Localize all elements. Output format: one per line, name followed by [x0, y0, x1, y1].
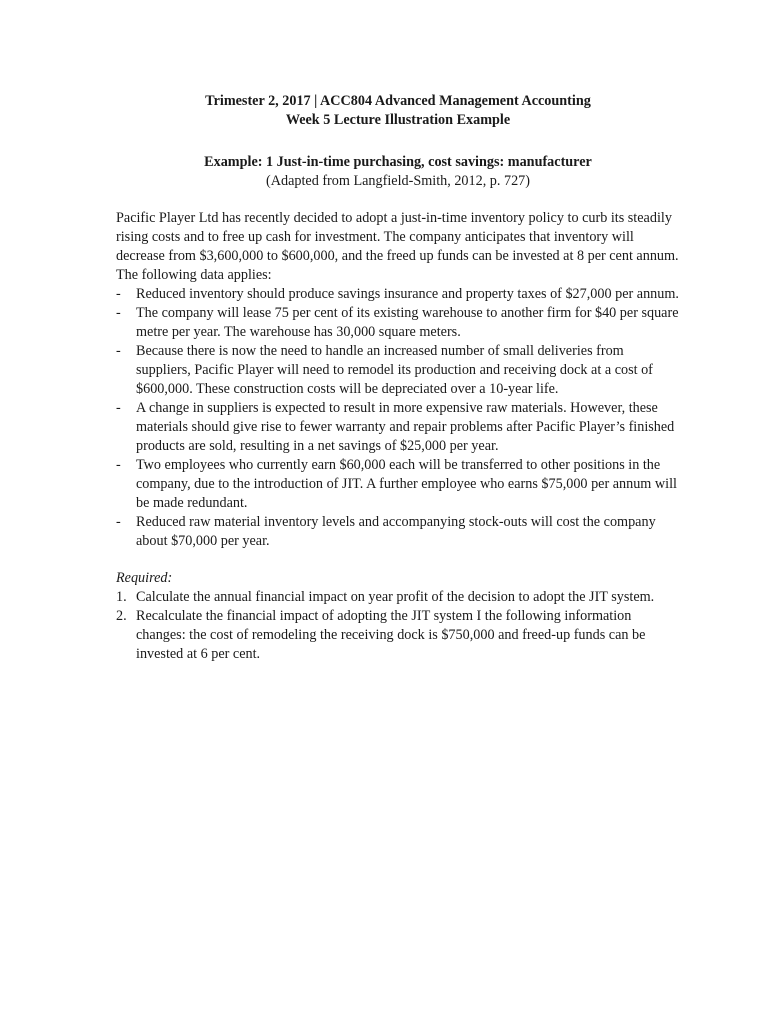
bullet-marker: -	[116, 457, 121, 473]
bullet-text: Reduced inventory should produce savings insurance and property taxes of $27,000 per annum.	[136, 286, 679, 302]
bullet-marker: -	[116, 514, 121, 530]
bullet-marker: -	[116, 400, 121, 416]
bullet-marker: -	[116, 286, 121, 302]
item-text: Recalculate the financial impact of adopting the JIT system I the following information changes: the cost of remodeling the receiving dock is $750,000 and freed-up funds can be invested at 6 per cent.	[136, 608, 646, 662]
required-heading: Required:	[116, 570, 173, 586]
bullet-text: Reduced raw material inventory levels and accompanying stock-outs will cost the company about $70,000 per year.	[136, 514, 656, 549]
item-text: Calculate the annual financial impact on year profit of the decision to adopt the JIT system.	[136, 589, 655, 605]
example-source: (Adapted from Langfield-Smith, 2012, p. 727)	[266, 173, 530, 189]
required-list	[116, 588, 680, 664]
header-week-line: Week 5 Lecture Illustration Example	[285, 112, 511, 128]
bullet-text: Two employees who currently earn $60,000 each will be transferred to other positions in the company, due to the introduction of JIT. A further employee who earns $75,000 per annum will be made redundant.	[136, 457, 677, 511]
list-item	[116, 513, 680, 551]
bullet-text: The company will lease 75 per cent of its existing warehouse to another firm for $40 per square metre per year. The warehouse has 30,000 square meters.	[136, 305, 679, 340]
data-bullet-list	[116, 285, 680, 551]
example-title: Example: 1 Just-in-time purchasing, cost savings: manufacturer	[204, 154, 592, 170]
list-item	[116, 342, 680, 399]
list-item	[116, 588, 680, 607]
header-course-line: Trimester 2, 2017 | ACC804 Advanced Management Accounting	[205, 93, 591, 109]
intro-paragraph: Pacific Player Ltd has recently decided to adopt a just-in-time inventory policy to curb its steadily rising costs and to free up cash for investment. The company anticipates that inventory will decrease from $3,600,000 to $600,000, and the freed up funds can be invested at 8 per cent annum. The following data applies:	[116, 210, 679, 283]
list-item	[116, 607, 680, 664]
list-item	[116, 304, 680, 342]
bullet-text: Because there is now the need to handle an increased number of small deliveries from suppliers, Pacific Player will need to remodel its production and receiving dock at a cost of $600,000. These construction costs will be depreciated over a 10-year life.	[136, 343, 653, 397]
bullet-text: A change in suppliers is expected to result in more expensive raw materials. However, these materials should give rise to fewer warranty and repair problems after Pacific Player’s finished products are sold, resulting in a net savings of $25,000 per year.	[136, 400, 675, 454]
item-number: 1.	[116, 589, 127, 605]
list-item	[116, 285, 680, 304]
bullet-marker: -	[116, 305, 121, 321]
item-number: 2.	[116, 608, 127, 624]
bullet-marker: -	[116, 343, 121, 359]
list-item	[116, 456, 680, 513]
document-header	[116, 92, 680, 130]
list-item	[116, 399, 680, 456]
